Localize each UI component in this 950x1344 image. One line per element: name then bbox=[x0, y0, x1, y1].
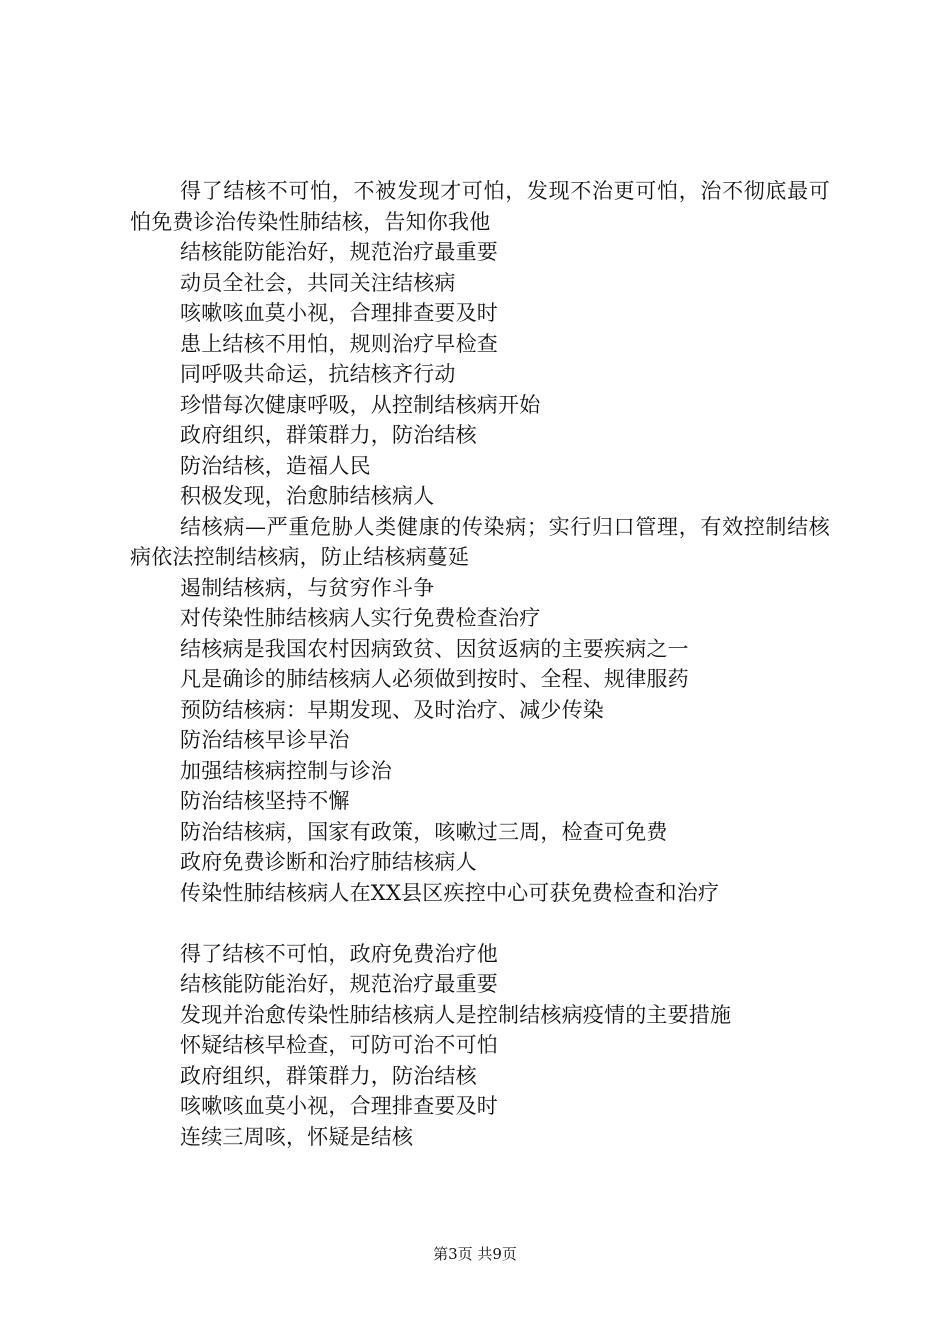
paragraph: 对传染性肺结核病人实行免费检查治疗 bbox=[180, 606, 541, 630]
paragraph: 遏制结核病，与贫穷作斗争 bbox=[180, 575, 435, 600]
paragraph: 患上结核不用怕，规则治疗早检查 bbox=[180, 331, 498, 356]
paragraph: 结核病—严重危胁人类健康的传染病；实行归口管理，有效控制结核病依法控制结核病，防止结核病蔓延 bbox=[130, 514, 830, 569]
paragraph: 防治结核坚持不懈 bbox=[180, 789, 350, 813]
paragraph: 发现并治愈传染性肺结核病人是控制结核病疫情的主要措施 bbox=[180, 1002, 732, 1027]
paragraph: 咳嗽咳血莫小视，合理排查要及时 bbox=[180, 301, 498, 325]
paragraph: 得了结核不可怕，不被发现才可怕，发现不治更可怕，治不彻底最可怕免费诊治传染性肺结核，告知你我他 bbox=[130, 179, 830, 234]
paragraph: 凡是确诊的肺结核病人必须做到按时、全程、规律服药 bbox=[180, 667, 689, 691]
paragraph: 连续三周咳，怀疑是结核 bbox=[180, 1124, 414, 1149]
paragraph: 结核能防能治好，规范治疗最重要 bbox=[180, 972, 498, 996]
paragraph: 积极发现，治愈肺结核病人 bbox=[180, 484, 435, 508]
paragraph: 同呼吸共命运，抗结核齐行动 bbox=[180, 362, 456, 386]
paragraph: 加强结核病控制与诊治 bbox=[180, 758, 392, 783]
paragraph: 政府组织，群策群力，防治结核 bbox=[180, 423, 477, 447]
paragraph: 得了结核不可怕，政府免费治疗他 bbox=[180, 941, 498, 966]
blank-line bbox=[130, 908, 830, 939]
paragraph: 防治结核，造福人民 bbox=[180, 453, 371, 478]
paragraph: 珍惜每次健康呼吸，从控制结核病开始 bbox=[180, 392, 541, 417]
paragraph: 咳嗽咳血莫小视，合理排查要及时 bbox=[180, 1094, 498, 1118]
paragraph: 防治结核病，国家有政策，咳嗽过三周，检查可免费 bbox=[180, 819, 668, 844]
paragraph: 防治结核早诊早治 bbox=[180, 728, 350, 752]
document-body bbox=[130, 176, 830, 1152]
page-number-footer: 第3页 共9页 bbox=[433, 1245, 517, 1263]
paragraph: 结核病是我国农村因病致贫、因贫返病的主要疾病之一 bbox=[180, 636, 689, 661]
paragraph: 怀疑结核早检查，可防可治不可怕 bbox=[180, 1033, 498, 1057]
paragraph: 结核能防能治好，规范治疗最重要 bbox=[180, 240, 498, 264]
paragraph: 政府免费诊断和治疗肺结核病人 bbox=[180, 850, 477, 874]
paragraph: 传染性肺结核病人在XX县区疾控中心可获免费检查和治疗 bbox=[180, 880, 720, 905]
paragraph: 政府组织，群策群力，防治结核 bbox=[180, 1063, 477, 1088]
paragraph: 动员全社会，共同关注结核病 bbox=[180, 270, 456, 295]
paragraph: 预防结核病：早期发现、及时治疗、减少传染 bbox=[180, 697, 604, 722]
